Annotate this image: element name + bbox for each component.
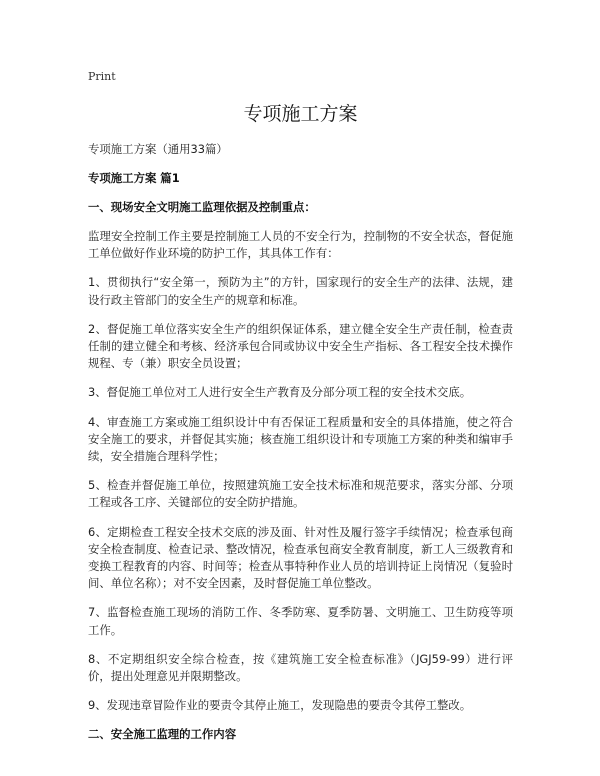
print-link[interactable]: Print	[88, 70, 116, 83]
paragraph-item-6: 6、定期检查工程安全技术交底的涉及面、针对性及履行签字手续情况；检查承包商安全检查制度、检查记录、整改情况，检查承包商安全教育制度，新工人三级教育和变换工程教育的内容、时间等；检查从事特种作业人员的培训持证上岗情况（复验时间、单位名称）；对不安全因素，及时督促施工单位整改。	[88, 524, 513, 591]
article-heading: 专项施工方案 篇1	[88, 171, 180, 185]
section-heading-2: 二、安全施工监理的工作内容	[88, 727, 237, 742]
paragraph-item-7: 7、监督检查施工现场的消防工作、冬季防寒、夏季防暑、文明施工、卫生防疫等项工作。	[88, 605, 513, 637]
section-heading-1: 一、现场安全文明施工监理依据及控制重点：	[88, 200, 316, 214]
paragraph-intro: 监理安全控制工作主要是控制施工人员的不安全行为，控制物的不安全状态，督促施工单位做好作业环境的防护工作，其具体工作有：	[88, 229, 513, 261]
paragraph-item-9: 9、发现违章冒险作业的要责令其停止施工，发现隐患的要责令其停工整改。	[88, 698, 472, 713]
paragraph-item-8: 8、不定期组织安全综合检查，按《建筑施工安全检查标准》（JGJ59-99）进行评价，提出处理意见并限期整改。	[88, 651, 513, 684]
paragraph-item-5: 5、检查并督促施工单位，按照建筑施工安全技术标准和规范要求，落实分部、分项工程或各工序、关键部位的安全防护措施。	[88, 478, 513, 510]
document-subtitle: 专项施工方案（通用33篇）	[88, 142, 228, 156]
paragraph-item-3: 3、督促施工单位对工人进行安全生产教育及分部分项工程的安全技术交底。	[88, 385, 472, 400]
paragraph-item-1: 1、贯彻执行“安全第一，预防为主”的方针，国家现行的安全生产的法律、法规，建设行政主管部门的安全生产的规章和标准。	[88, 275, 513, 307]
paragraph-item-4: 4、审查施工方案或施工组织设计中有否保证工程质量和安全的具体措施，使之符合安全施工的要求，并督促其实施；核查施工组织设计和专项施工方案的种类和编审手续，安全措施合理科学性；	[88, 414, 513, 464]
paragraph-item-2: 2、督促施工单位落实安全生产的组织保证体系，建立健全安全生产责任制，检查责任制的建立健全和考核、经济承包合同或协议中安全生产指标、各工程安全技术操作规程、专（兼）职安全员设置；	[88, 321, 513, 371]
page-title: 专项施工方案	[243, 103, 358, 125]
